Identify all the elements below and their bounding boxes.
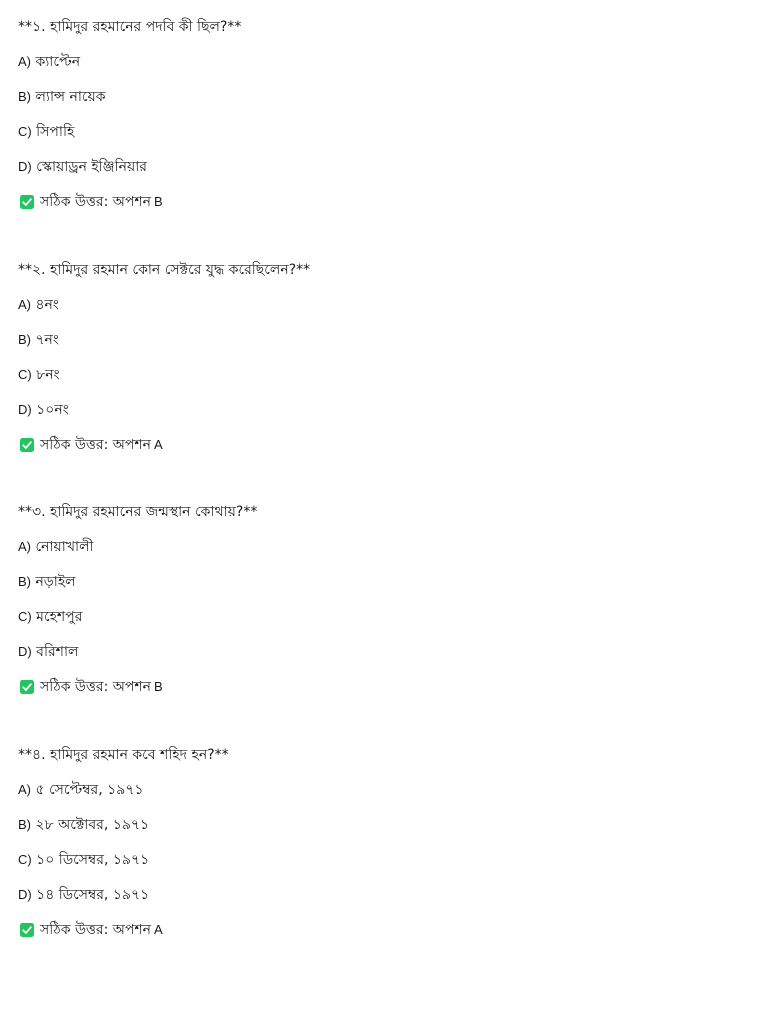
- option-label: C): [18, 852, 32, 867]
- option-text: স্কোয়াড্রন ইঞ্জিনিয়ার: [36, 159, 147, 175]
- question-title: **৪. হামিদুর রহমান কবে শহিদ হন?**: [18, 747, 229, 763]
- option-text: ৮নং: [36, 367, 60, 383]
- option-c: [18, 122, 74, 142]
- answer-letter: B: [154, 194, 163, 209]
- option-label: D): [18, 402, 32, 417]
- option-a: [18, 295, 59, 315]
- option-label: D): [18, 159, 32, 174]
- option-text: ল্যান্স নায়েক: [35, 89, 106, 105]
- option-label: B): [18, 817, 31, 832]
- option-text: ৫ সেপ্টেম্বর, ১৯৭১: [35, 782, 144, 798]
- option-b: [18, 330, 59, 350]
- question-title: **৩. হামিদুর রহমানের জন্মস্থান কোথায়?**: [18, 504, 258, 520]
- option-text: মহেশপুর: [36, 609, 83, 625]
- option-label: A): [18, 54, 31, 69]
- check-mark-button-icon: [20, 438, 34, 452]
- option-a: [18, 780, 144, 800]
- option-label: B): [18, 332, 31, 347]
- check-mark-button-icon: [20, 195, 34, 209]
- correct-answer: [20, 435, 163, 455]
- option-text: ১০নং: [36, 402, 69, 418]
- option-d: [18, 157, 147, 177]
- question-title: **১. হামিদুর রহমানের পদবি কী ছিল?**: [18, 19, 242, 35]
- correct-answer: [20, 920, 163, 940]
- answer-text: সঠিক উত্তর: অপশন: [40, 922, 152, 938]
- check-mark-button-icon: [20, 923, 34, 937]
- option-d: [18, 642, 78, 662]
- option-text: সিপাহি: [36, 124, 75, 140]
- check-mark-button-icon: [20, 680, 34, 694]
- option-text: ৪নং: [35, 297, 59, 313]
- option-a: [18, 537, 94, 557]
- option-d: [18, 400, 69, 420]
- option-text: বরিশাল: [36, 644, 79, 660]
- option-c: [18, 607, 82, 627]
- option-label: A): [18, 539, 31, 554]
- option-text: নড়াইল: [35, 574, 76, 590]
- option-a: [18, 52, 80, 72]
- answer-text: সঠিক উত্তর: অপশন: [40, 437, 152, 453]
- option-c: [18, 850, 149, 870]
- correct-answer: [20, 677, 163, 697]
- option-b: [18, 87, 106, 107]
- option-label: C): [18, 367, 32, 382]
- option-label: C): [18, 124, 32, 139]
- option-text: ১০ ডিসেম্বর, ১৯৭১: [36, 852, 150, 868]
- option-c: [18, 365, 60, 385]
- option-label: D): [18, 644, 32, 659]
- option-b: [18, 572, 76, 592]
- question-title: **২. হামিদুর রহমান কোন সেক্টরে যুদ্ধ করেছিলেন?**: [18, 262, 311, 278]
- option-label: B): [18, 574, 31, 589]
- option-text: ৭নং: [35, 332, 59, 348]
- answer-text: সঠিক উত্তর: অপশন: [40, 194, 152, 210]
- option-label: A): [18, 297, 31, 312]
- answer-letter: A: [154, 437, 163, 452]
- answer-letter: A: [154, 922, 163, 937]
- option-label: D): [18, 887, 32, 902]
- option-b: [18, 815, 149, 835]
- answer-text: সঠিক উত্তর: অপশন: [40, 679, 152, 695]
- option-text: নোয়াখালী: [35, 539, 94, 555]
- option-text: ২৮ অক্টোবর, ১৯৭১: [35, 817, 150, 833]
- option-label: C): [18, 609, 32, 624]
- option-label: A): [18, 782, 31, 797]
- option-label: B): [18, 89, 31, 104]
- option-d: [18, 885, 149, 905]
- option-text: ক্যাপ্টেন: [35, 54, 81, 70]
- answer-letter: B: [154, 679, 163, 694]
- option-text: ১৪ ডিসেম্বর, ১৯৭১: [36, 887, 150, 903]
- correct-answer: [20, 192, 163, 212]
